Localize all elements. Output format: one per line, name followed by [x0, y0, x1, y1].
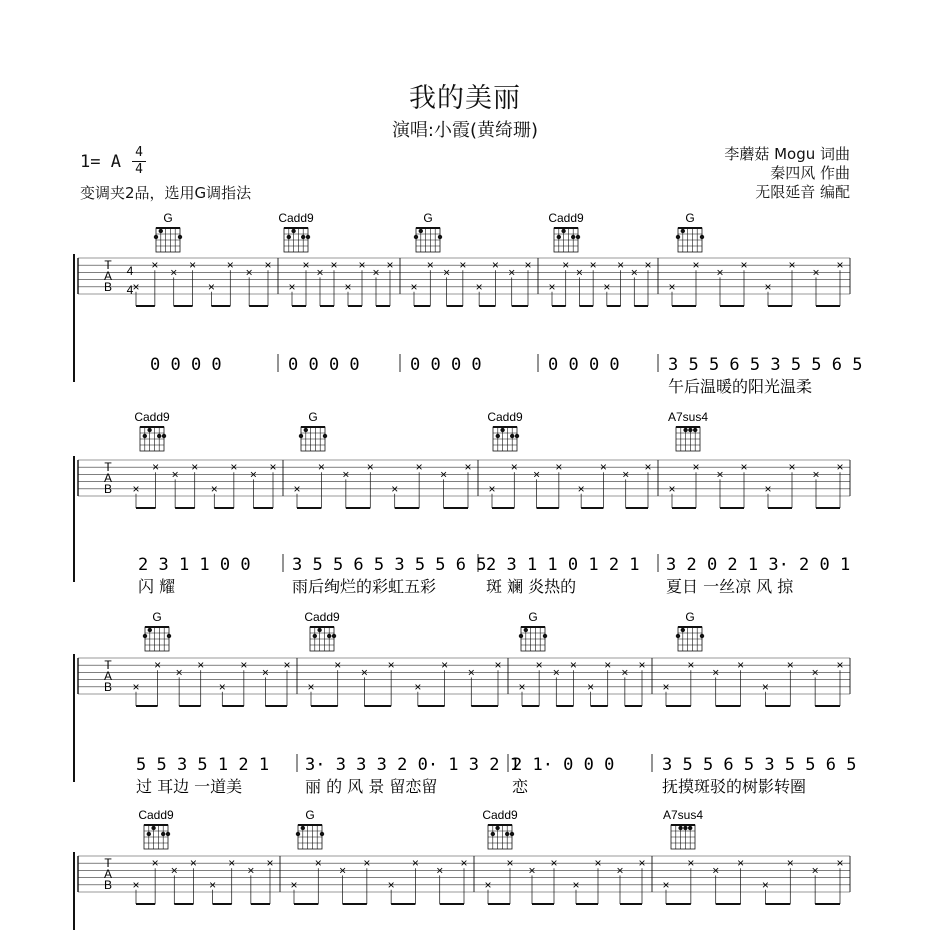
tab-note-x: ×	[197, 658, 205, 673]
lyric-line: 闪 耀	[138, 577, 176, 596]
chord-dot	[561, 229, 565, 233]
chord-diagram	[548, 211, 584, 252]
tab-note-x: ×	[616, 863, 624, 878]
chord-diagram	[299, 410, 327, 451]
chord-name: Cadd9	[138, 808, 174, 822]
tab-clef-letter: B	[103, 482, 113, 496]
tab-note-x: ×	[411, 856, 419, 871]
tab-note-x: ×	[662, 679, 670, 694]
jianpu-measure: 3 2 0 2 1 3· 2 0 1	[666, 555, 851, 575]
tab-note-x: ×	[191, 460, 199, 475]
jianpu-measure: 3 5 5 6 5 3 5 5 6 5	[292, 555, 487, 575]
tab-note-x: ×	[617, 258, 625, 273]
song-title: 我的美丽	[409, 83, 521, 114]
lyric-line: 丽 的 风 景 留恋留	[305, 777, 438, 796]
chord-name: G	[152, 610, 162, 624]
chord-dot	[147, 428, 151, 432]
key-signature: 1= A	[80, 152, 121, 172]
chord-dot	[683, 826, 687, 830]
chord-dot	[291, 229, 295, 233]
tab-note-x: ×	[786, 658, 794, 673]
chord-dot	[683, 428, 687, 432]
chord-dot	[327, 634, 331, 638]
tab-note-x: ×	[207, 279, 215, 294]
tab-note-x: ×	[464, 460, 472, 475]
tab-note-x: ×	[132, 877, 140, 892]
tab-note-x: ×	[426, 258, 434, 273]
time-signature-top: 4	[135, 145, 143, 160]
tab-system	[74, 610, 856, 796]
tab-note-x: ×	[460, 856, 468, 871]
tab-note-x: ×	[415, 460, 423, 475]
chord-diagram	[663, 808, 703, 849]
tab-note-x: ×	[372, 265, 380, 280]
chord-diagram	[414, 211, 442, 252]
jianpu-measure: 0 0 0 0	[548, 355, 620, 375]
chord-name: Cadd9	[304, 610, 340, 624]
tab-note-x: ×	[189, 258, 197, 273]
lyric-line: 过 耳边 一道美	[136, 777, 243, 796]
tab-note-x: ×	[414, 679, 422, 694]
tab-note-x: ×	[366, 460, 374, 475]
tab-note-x: ×	[261, 665, 269, 680]
chord-diagram	[304, 610, 340, 651]
lyric-line: 夏日 一丝凉 风 掠	[666, 577, 794, 596]
tab-note-x: ×	[467, 665, 475, 680]
tab-note-x: ×	[154, 658, 162, 673]
chord-dot	[543, 634, 547, 638]
tab-note-x: ×	[552, 665, 560, 680]
tab-note-x: ×	[302, 258, 310, 273]
credit-composer: 秦四风 作曲	[770, 164, 850, 182]
tab-note-x: ×	[410, 279, 418, 294]
chord-diagram	[278, 211, 314, 252]
tab-note-x: ×	[491, 258, 499, 273]
chord-dot	[414, 235, 418, 239]
chord-dot	[524, 628, 528, 632]
tab-note-x: ×	[604, 658, 612, 673]
tab-note-x: ×	[334, 658, 342, 673]
tab-note-x: ×	[360, 665, 368, 680]
jianpu-measure: 3 5 5 6 5 3 5 5 6 5	[668, 355, 863, 375]
tab-clef-letter: T	[104, 460, 112, 474]
chord-diagram	[487, 410, 523, 451]
tab-note-x: ×	[535, 658, 543, 673]
chord-dot	[162, 434, 166, 438]
chord-dot	[143, 434, 147, 438]
tab-note-x: ×	[226, 258, 234, 273]
tab-clef-letter: A	[103, 471, 113, 485]
tab-note-x: ×	[290, 877, 298, 892]
chord-diagram	[482, 808, 518, 849]
tab-note-x: ×	[391, 481, 399, 496]
tab-note-x: ×	[589, 258, 597, 273]
tab-note-x: ×	[644, 258, 652, 273]
tab-note-x: ×	[330, 258, 338, 273]
jianpu-measure: 3 5 5 6 5 3 5 5 6 5	[662, 755, 857, 775]
capo-note: 变调夹2品，选用G调指法	[80, 184, 252, 202]
tab-note-x: ×	[594, 856, 602, 871]
tab-note-x: ×	[307, 679, 315, 694]
tab-note-x: ×	[293, 481, 301, 496]
tab-note-x: ×	[644, 460, 652, 475]
chord-dot	[495, 826, 499, 830]
tab-note-x: ×	[151, 856, 159, 871]
tab-note-x: ×	[459, 258, 467, 273]
tab-note-x: ×	[266, 856, 274, 871]
chord-diagram	[138, 808, 174, 849]
tab-note-x: ×	[761, 679, 769, 694]
lyric-line: 斑 斓 炎热的	[486, 577, 577, 596]
tab-note-x: ×	[812, 467, 820, 482]
chord-diagram	[296, 808, 324, 849]
chord-dot	[143, 634, 147, 638]
tab-clef-letter: B	[103, 280, 113, 294]
tab-note-x: ×	[443, 265, 451, 280]
tab-note-x: ×	[358, 258, 366, 273]
tab-note-x: ×	[510, 460, 518, 475]
tab-note-x: ×	[812, 265, 820, 280]
chord-dot	[515, 434, 519, 438]
tab-clef-letter: T	[104, 258, 112, 272]
chord-dot	[700, 634, 704, 638]
tab-note-x: ×	[316, 265, 324, 280]
lyric-line: 午后温暖的阳光温柔	[668, 377, 813, 396]
tab-clef-letter: A	[103, 669, 113, 683]
tab-note-x: ×	[288, 279, 296, 294]
chord-dot	[332, 634, 336, 638]
tab-note-x: ×	[132, 279, 140, 294]
chord-dot	[304, 428, 308, 432]
tab-note-x: ×	[314, 856, 322, 871]
chord-diagram	[668, 410, 708, 451]
tab-note-x: ×	[687, 856, 695, 871]
tab-clef-letter: A	[103, 867, 113, 881]
tab-note-x: ×	[622, 467, 630, 482]
tab-clef-letter: B	[103, 878, 113, 892]
tab-note-x: ×	[249, 467, 257, 482]
tab-note-x: ×	[508, 265, 516, 280]
tab-note-x: ×	[210, 481, 218, 496]
tab-note-x: ×	[132, 679, 140, 694]
chord-dot	[700, 235, 704, 239]
chord-diagram	[676, 211, 704, 252]
chord-dot	[676, 235, 680, 239]
chord-name: Cadd9	[134, 410, 170, 424]
tab-note-x: ×	[488, 481, 496, 496]
tab-note-x: ×	[761, 877, 769, 892]
chord-name: A7sus4	[667, 410, 709, 424]
tab-note-x: ×	[630, 265, 638, 280]
tab-note-x: ×	[764, 481, 772, 496]
tab-note-x: ×	[170, 265, 178, 280]
chord-dot	[576, 235, 580, 239]
chord-dot	[161, 832, 165, 836]
tab-note-x: ×	[494, 658, 502, 673]
tab-note-x: ×	[550, 856, 558, 871]
jianpu-measure: 2 3 1 1 0 0	[138, 555, 251, 575]
tab-note-x: ×	[692, 258, 700, 273]
tab-system	[74, 211, 862, 396]
chord-dot	[519, 634, 523, 638]
chord-dot	[296, 832, 300, 836]
chord-dot	[159, 229, 163, 233]
tab-note-x: ×	[171, 467, 179, 482]
chord-dot	[500, 428, 504, 432]
chord-dot	[320, 832, 324, 836]
tab-note-x: ×	[599, 460, 607, 475]
tab-note-x: ×	[342, 467, 350, 482]
chord-diagram	[519, 610, 547, 651]
lyric-line: 雨后绚烂的彩虹五彩	[292, 577, 437, 596]
chord-dot	[681, 628, 685, 632]
tab-note-x: ×	[524, 258, 532, 273]
chord-name: G	[528, 610, 538, 624]
tab-note-x: ×	[668, 481, 676, 496]
tab-note-x: ×	[687, 658, 695, 673]
chord-dot	[287, 235, 291, 239]
tab-note-x: ×	[344, 279, 352, 294]
credit-arranger: 无限延音 编配	[755, 183, 850, 201]
chord-dot	[323, 434, 327, 438]
tab-note-x: ×	[475, 279, 483, 294]
tab-note-x: ×	[836, 658, 844, 673]
tab-note-x: ×	[386, 258, 394, 273]
chord-dot	[178, 235, 182, 239]
tab-note-x: ×	[175, 665, 183, 680]
tab-note-x: ×	[218, 679, 226, 694]
tab-note-x: ×	[716, 265, 724, 280]
tab-note-x: ×	[387, 877, 395, 892]
chord-name: Cadd9	[487, 410, 523, 424]
time-signature-bottom: 4	[135, 162, 143, 177]
tab-note-x: ×	[562, 258, 570, 273]
chord-dot	[688, 826, 692, 830]
tab-note-x: ×	[363, 856, 371, 871]
chord-dot	[151, 826, 155, 830]
chord-dot	[491, 832, 495, 836]
tab-note-x: ×	[638, 658, 646, 673]
tab-note-x: ×	[692, 460, 700, 475]
tab-note-x: ×	[339, 863, 347, 878]
tab-note-x: ×	[440, 467, 448, 482]
tab-clef-letter: B	[103, 680, 113, 694]
tab-note-x: ×	[603, 279, 611, 294]
chord-diagram	[134, 410, 170, 451]
tab-system	[74, 410, 850, 596]
tab-note-x: ×	[621, 665, 629, 680]
jianpu-measure: 0 0 0 0	[288, 355, 360, 375]
tab-system	[74, 808, 850, 930]
tab-clef-letter: T	[104, 856, 112, 870]
chord-dot	[496, 434, 500, 438]
tab-note-x: ×	[152, 460, 160, 475]
tab-note-x: ×	[662, 877, 670, 892]
tab-note-x: ×	[836, 460, 844, 475]
chord-name: Cadd9	[278, 211, 314, 225]
tab-note-x: ×	[737, 658, 745, 673]
tab-note-x: ×	[836, 258, 844, 273]
jianpu-measure: 0 0 0 0	[410, 355, 482, 375]
chord-diagram	[154, 211, 182, 252]
chord-dot	[148, 628, 152, 632]
tab-note-x: ×	[572, 877, 580, 892]
tab-note-x: ×	[577, 481, 585, 496]
jianpu-measure: 2 1· 0 0 0	[512, 755, 615, 775]
chord-name: G	[685, 610, 695, 624]
tab-note-x: ×	[712, 665, 720, 680]
chord-diagram	[676, 610, 704, 651]
chord-dot	[147, 832, 151, 836]
tab-note-x: ×	[786, 856, 794, 871]
chord-name: G	[685, 211, 695, 225]
chord-name: G	[305, 808, 315, 822]
chord-dot	[299, 434, 303, 438]
chord-diagram	[143, 610, 171, 651]
chord-dot	[157, 434, 161, 438]
chord-dot	[557, 235, 561, 239]
tab-time-bottom: 4	[126, 283, 134, 297]
chord-dot	[676, 634, 680, 638]
tab-note-x: ×	[548, 279, 556, 294]
tab-note-x: ×	[528, 863, 536, 878]
chord-dot	[301, 235, 305, 239]
tab-note-x: ×	[283, 658, 291, 673]
tab-note-x: ×	[269, 460, 277, 475]
tab-note-x: ×	[569, 658, 577, 673]
tab-note-x: ×	[788, 460, 796, 475]
tab-note-x: ×	[247, 863, 255, 878]
jianpu-measure: 3· 3 3 3 2 0· 1 3 2 1	[305, 755, 520, 775]
lyric-line: 抚摸斑驳的树影转圈	[662, 777, 807, 796]
chord-dot	[510, 832, 514, 836]
chord-dot	[313, 634, 317, 638]
tab-note-x: ×	[245, 265, 253, 280]
tab-note-x: ×	[587, 679, 595, 694]
tab-note-x: ×	[575, 265, 583, 280]
chord-dot	[419, 229, 423, 233]
chord-dot	[678, 826, 682, 830]
tab-note-x: ×	[740, 460, 748, 475]
jianpu-measure: 5 5 3 5 1 2 1	[136, 755, 270, 775]
jianpu-measure: 2 3 1 1 0 1 2 1	[486, 555, 640, 575]
tab-time-top: 4	[126, 264, 134, 278]
tab-note-x: ×	[518, 679, 526, 694]
chord-dot	[301, 826, 305, 830]
tab-note-x: ×	[484, 877, 492, 892]
chord-dot	[317, 628, 321, 632]
tab-note-x: ×	[668, 279, 676, 294]
tab-note-x: ×	[533, 467, 541, 482]
tab-note-x: ×	[788, 258, 796, 273]
tab-note-x: ×	[555, 460, 563, 475]
tab-note-x: ×	[436, 863, 444, 878]
credit-lyrics: 李蘑菇 Mogu 词曲	[724, 145, 850, 163]
lyric-line: 恋	[512, 777, 529, 796]
chord-dot	[154, 235, 158, 239]
chord-dot	[166, 832, 170, 836]
chord-dot	[688, 428, 692, 432]
tab-note-x: ×	[836, 856, 844, 871]
tab-note-x: ×	[264, 258, 272, 273]
tab-note-x: ×	[712, 863, 720, 878]
chord-dot	[505, 832, 509, 836]
chord-name: G	[163, 211, 173, 225]
tab-note-x: ×	[151, 258, 159, 273]
tab-note-x: ×	[441, 658, 449, 673]
tab-note-x: ×	[170, 863, 178, 878]
chord-name: G	[423, 211, 433, 225]
tab-note-x: ×	[764, 279, 772, 294]
tab-note-x: ×	[189, 856, 197, 871]
chord-name: Cadd9	[548, 211, 584, 225]
tab-note-x: ×	[317, 460, 325, 475]
chord-dot	[306, 235, 310, 239]
tab-note-x: ×	[230, 460, 238, 475]
tab-note-x: ×	[737, 856, 745, 871]
chord-name: A7sus4	[662, 808, 704, 822]
tab-note-x: ×	[228, 856, 236, 871]
tab-note-x: ×	[387, 658, 395, 673]
chord-name: G	[308, 410, 318, 424]
jianpu-measure: 0 0 0 0	[150, 355, 222, 375]
tab-note-x: ×	[716, 467, 724, 482]
tab-clef-letter: A	[103, 269, 113, 283]
tab-note-x: ×	[209, 877, 217, 892]
chord-name: Cadd9	[482, 808, 518, 822]
chord-dot	[510, 434, 514, 438]
tab-note-x: ×	[506, 856, 514, 871]
tab-note-x: ×	[240, 658, 248, 673]
tab-clef-letter: T	[104, 658, 112, 672]
tab-note-x: ×	[638, 856, 646, 871]
chord-dot	[681, 229, 685, 233]
chord-dot	[438, 235, 442, 239]
singer-line: 演唱:小霞(黄绮珊)	[391, 120, 539, 141]
chord-dot	[693, 428, 697, 432]
chord-dot	[571, 235, 575, 239]
chord-dot	[167, 634, 171, 638]
tab-note-x: ×	[132, 481, 140, 496]
tab-note-x: ×	[811, 863, 819, 878]
tab-note-x: ×	[811, 665, 819, 680]
tab-note-x: ×	[740, 258, 748, 273]
